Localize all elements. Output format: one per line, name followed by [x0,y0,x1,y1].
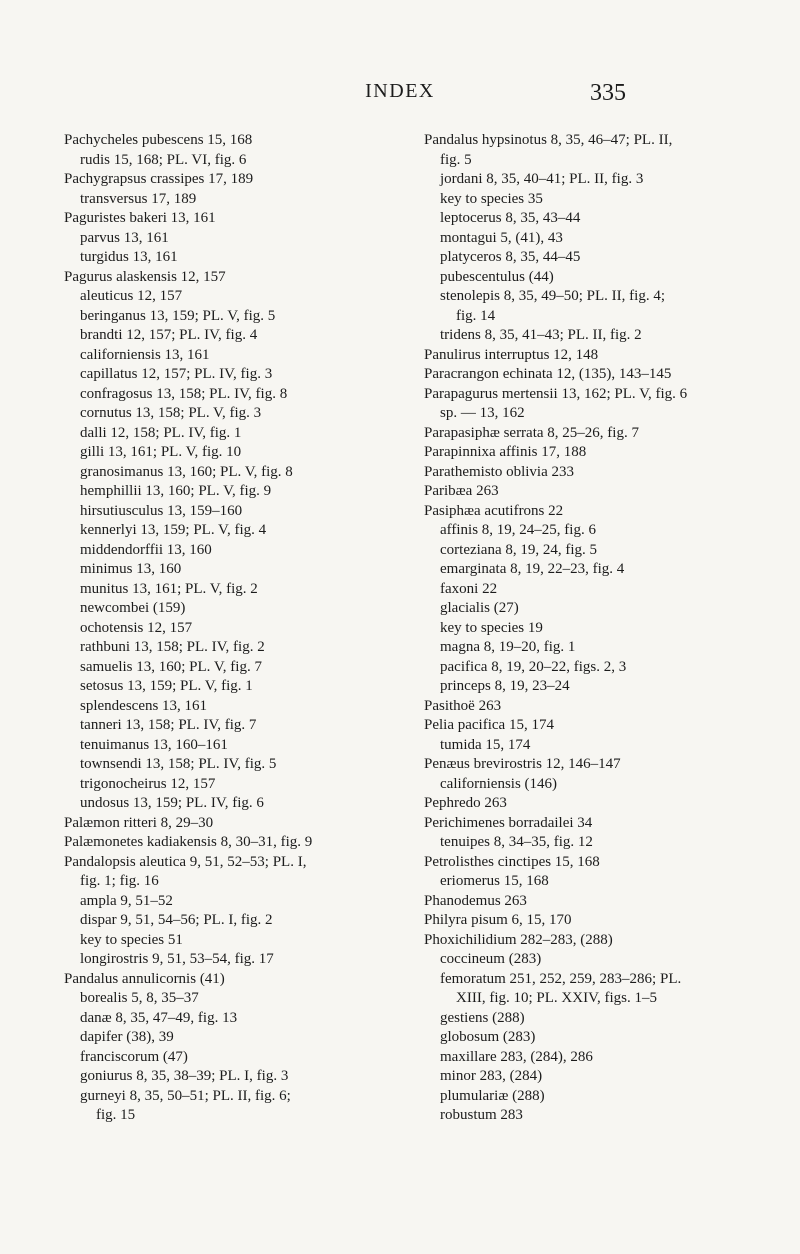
index-entry: samuelis 13, 160; PL. V, fig. 7 [80,658,262,675]
index-entry: townsendi 13, 158; PL. IV, fig. 5 [80,756,277,772]
index-entry: plumulariæ (288) [440,1087,545,1104]
index-entry: eriomerus 15, 168 [440,873,549,889]
index-entry: ampla 9, 51–52 [80,892,173,909]
index-entry: dalli 12, 158; PL. IV, fig. 1 [80,424,242,441]
index-entry: Panulirus interruptus 12, 148 [424,346,599,363]
index-entry: robustum 283 [440,1107,523,1123]
index-entry: XIII, fig. 10; PL. XXIV, figs. 1–5 [456,990,657,1006]
index-entry: tenuipes 8, 34–35, fig. 12 [440,834,593,850]
index-entry: turgidus 13, 161 [80,249,178,265]
index-entry: montagui 5, (41), 43 [440,229,563,246]
index-entry: affinis 8, 19, 24–25, fig. 6 [440,522,596,538]
index-entry: splendescens 13, 161 [80,697,208,714]
index-entry: faxoni 22 [440,580,498,597]
index-entry: kennerlyi 13, 159; PL. V, fig. 4 [80,522,267,538]
index-entry: coccineum (283) [440,951,542,967]
index-entry: Perichimenes borradailei 34 [424,814,593,831]
index-entry: key to species 35 [440,190,543,207]
index-entry: confragosus 13, 158; PL. IV, fig. 8 [80,385,288,402]
index-entry: key to species 51 [80,931,183,948]
index-entry: beringanus 13, 159; PL. V, fig. 5 [80,307,276,324]
index-entry: tridens 8, 35, 41–43; PL. II, fig. 2 [440,327,642,343]
index-entry: key to species 19 [440,619,543,636]
index-entry: californiensis 13, 161 [80,346,210,363]
index-entry: Pasiphæa acutifrons 22 [424,502,564,519]
index-entry: tanneri 13, 158; PL. IV, fig. 7 [80,717,257,733]
index-entry: hemphillii 13, 160; PL. V, fig. 9 [80,483,272,499]
index-entry: fig. 5 [440,151,472,168]
index-entry: transversus 17, 189 [80,190,197,207]
index-entry: Pandalus annulicornis (41) [64,970,225,987]
page-title: INDEX [365,80,435,102]
index-entry: aleuticus 12, 157 [80,288,183,304]
index-column-left [64,131,394,1126]
index-entry: Pasithoë 263 [424,697,502,714]
index-entry: Philyra pisum 6, 15, 170 [424,912,572,928]
index-entry: Penæus brevirostris 12, 146–147 [424,756,621,772]
index-entry: minimus 13, 160 [80,561,182,577]
index-entry: Parapagurus mertensii 13, 162; PL. V, fig. 6 [424,385,688,402]
index-entry: brandti 12, 157; PL. IV, fig. 4 [80,327,258,343]
index-entry: maxillare 283, (284), 286 [440,1048,593,1065]
page-header [0,80,800,110]
index-entry: newcombei (159) [80,600,186,616]
index-entry: Parapinnixa affinis 17, 188 [424,444,587,460]
index-entry: Paribæa 263 [424,483,499,499]
index-entry: trigonocheirus 12, 157 [80,775,216,792]
index-entry: californiensis (146) [440,775,558,792]
index-entry: globosum (283) [440,1029,536,1045]
index-entry: ochotensis 12, 157 [80,619,193,636]
index-entry: princeps 8, 19, 23–24 [440,678,570,694]
index-entry: Pelia pacifica 15, 174 [424,717,554,733]
index-entry: munitus 13, 161; PL. V, fig. 2 [80,580,258,597]
index-entry: parvus 13, 161 [80,229,169,246]
index-entry: tenuimanus 13, 160–161 [80,736,228,753]
index-entry: minor 283, (284) [440,1068,543,1084]
index-entry: emarginata 8, 19, 22–23, fig. 4 [440,561,625,577]
index-column-right [424,131,764,1126]
index-entry: femoratum 251, 252, 259, 283–286; PL. [440,970,682,987]
index-entry: borealis 5, 8, 35–37 [80,990,199,1006]
index-entry: jordani 8, 35, 40–41; PL. II, fig. 3 [440,171,644,187]
index-entry: pubescentulus (44) [440,268,554,285]
page-number: 335 [590,80,626,106]
index-entry: corteziana 8, 19, 24, fig. 5 [440,541,598,558]
index-entry: hirsutiusculus 13, 159–160 [80,502,243,519]
index-entry: platyceros 8, 35, 44–45 [440,249,581,265]
index-entry: Pephredo 263 [424,795,507,811]
index-entry: stenolepis 8, 35, 49–50; PL. II, fig. 4; [440,288,665,304]
index-entry: Parapasiphæ serrata 8, 25–26, fig. 7 [424,424,639,441]
index-entry: Palæmonetes kadiakensis 8, 30–31, fig. 9 [64,834,313,850]
index-entry: gurneyi 8, 35, 50–51; PL. II, fig. 6; [80,1087,291,1104]
index-entry: capillatus 12, 157; PL. IV, fig. 3 [80,366,273,382]
index-entry: Parathemisto oblivia 233 [424,463,574,480]
index-entry: Phoxichilidium 282–283, (288) [424,931,613,948]
index-entry: glacialis (27) [440,600,519,616]
index-entry: dispar 9, 51, 54–56; PL. I, fig. 2 [80,912,273,928]
index-entry: fig. 1; fig. 16 [80,873,159,889]
index-entry: Pandalopsis aleutica 9, 51, 52–53; PL. I, [64,853,307,870]
index-entry: rathbuni 13, 158; PL. IV, fig. 2 [80,639,265,655]
index-entry: leptocerus 8, 35, 43–44 [440,210,581,226]
index-entry: Petrolisthes cinctipes 15, 168 [424,853,600,870]
index-entry: danæ 8, 35, 47–49, fig. 13 [80,1009,238,1026]
index-entry: Paracrangon echinata 12, (135), 143–145 [424,366,672,382]
index-entry: undosus 13, 159; PL. IV, fig. 6 [80,795,264,811]
index-entry: rudis 15, 168; PL. VI, fig. 6 [80,151,247,168]
index-entry: sp. — 13, 162 [440,405,525,421]
index-entry: franciscorum (47) [80,1048,188,1065]
index-entry: fig. 14 [456,307,496,324]
index-entry: fig. 15 [96,1107,136,1123]
index-entry: Phanodemus 263 [424,892,527,909]
index-entry: middendorffii 13, 160 [80,541,212,558]
index-entry: gilli 13, 161; PL. V, fig. 10 [80,444,242,460]
index-entry: Pachycheles pubescens 15, 168 [64,132,253,148]
index-entry: Pachygrapsus crassipes 17, 189 [64,171,254,187]
index-entry: cornutus 13, 158; PL. V, fig. 3 [80,405,262,421]
index-entry: dapifer (38), 39 [80,1029,174,1045]
index-entry: Pagurus alaskensis 12, 157 [64,268,226,285]
index-entry: Palæmon ritteri 8, 29–30 [64,814,214,831]
index-entry: gestiens (288) [440,1009,525,1026]
index-entry: Paguristes bakeri 13, 161 [64,210,216,226]
index-entry: pacifica 8, 19, 20–22, figs. 2, 3 [440,658,627,675]
index-entry: Pandalus hypsinotus 8, 35, 46–47; PL. II, [424,132,673,148]
index-entry: goniurus 8, 35, 38–39; PL. I, fig. 3 [80,1068,289,1084]
index-entry: setosus 13, 159; PL. V, fig. 1 [80,678,253,694]
index-entry: granosimanus 13, 160; PL. V, fig. 8 [80,463,293,480]
index-entry: magna 8, 19–20, fig. 1 [440,639,576,655]
index-entry: longirostris 9, 51, 53–54, fig. 17 [80,951,274,967]
index-entry: tumida 15, 174 [440,736,531,753]
